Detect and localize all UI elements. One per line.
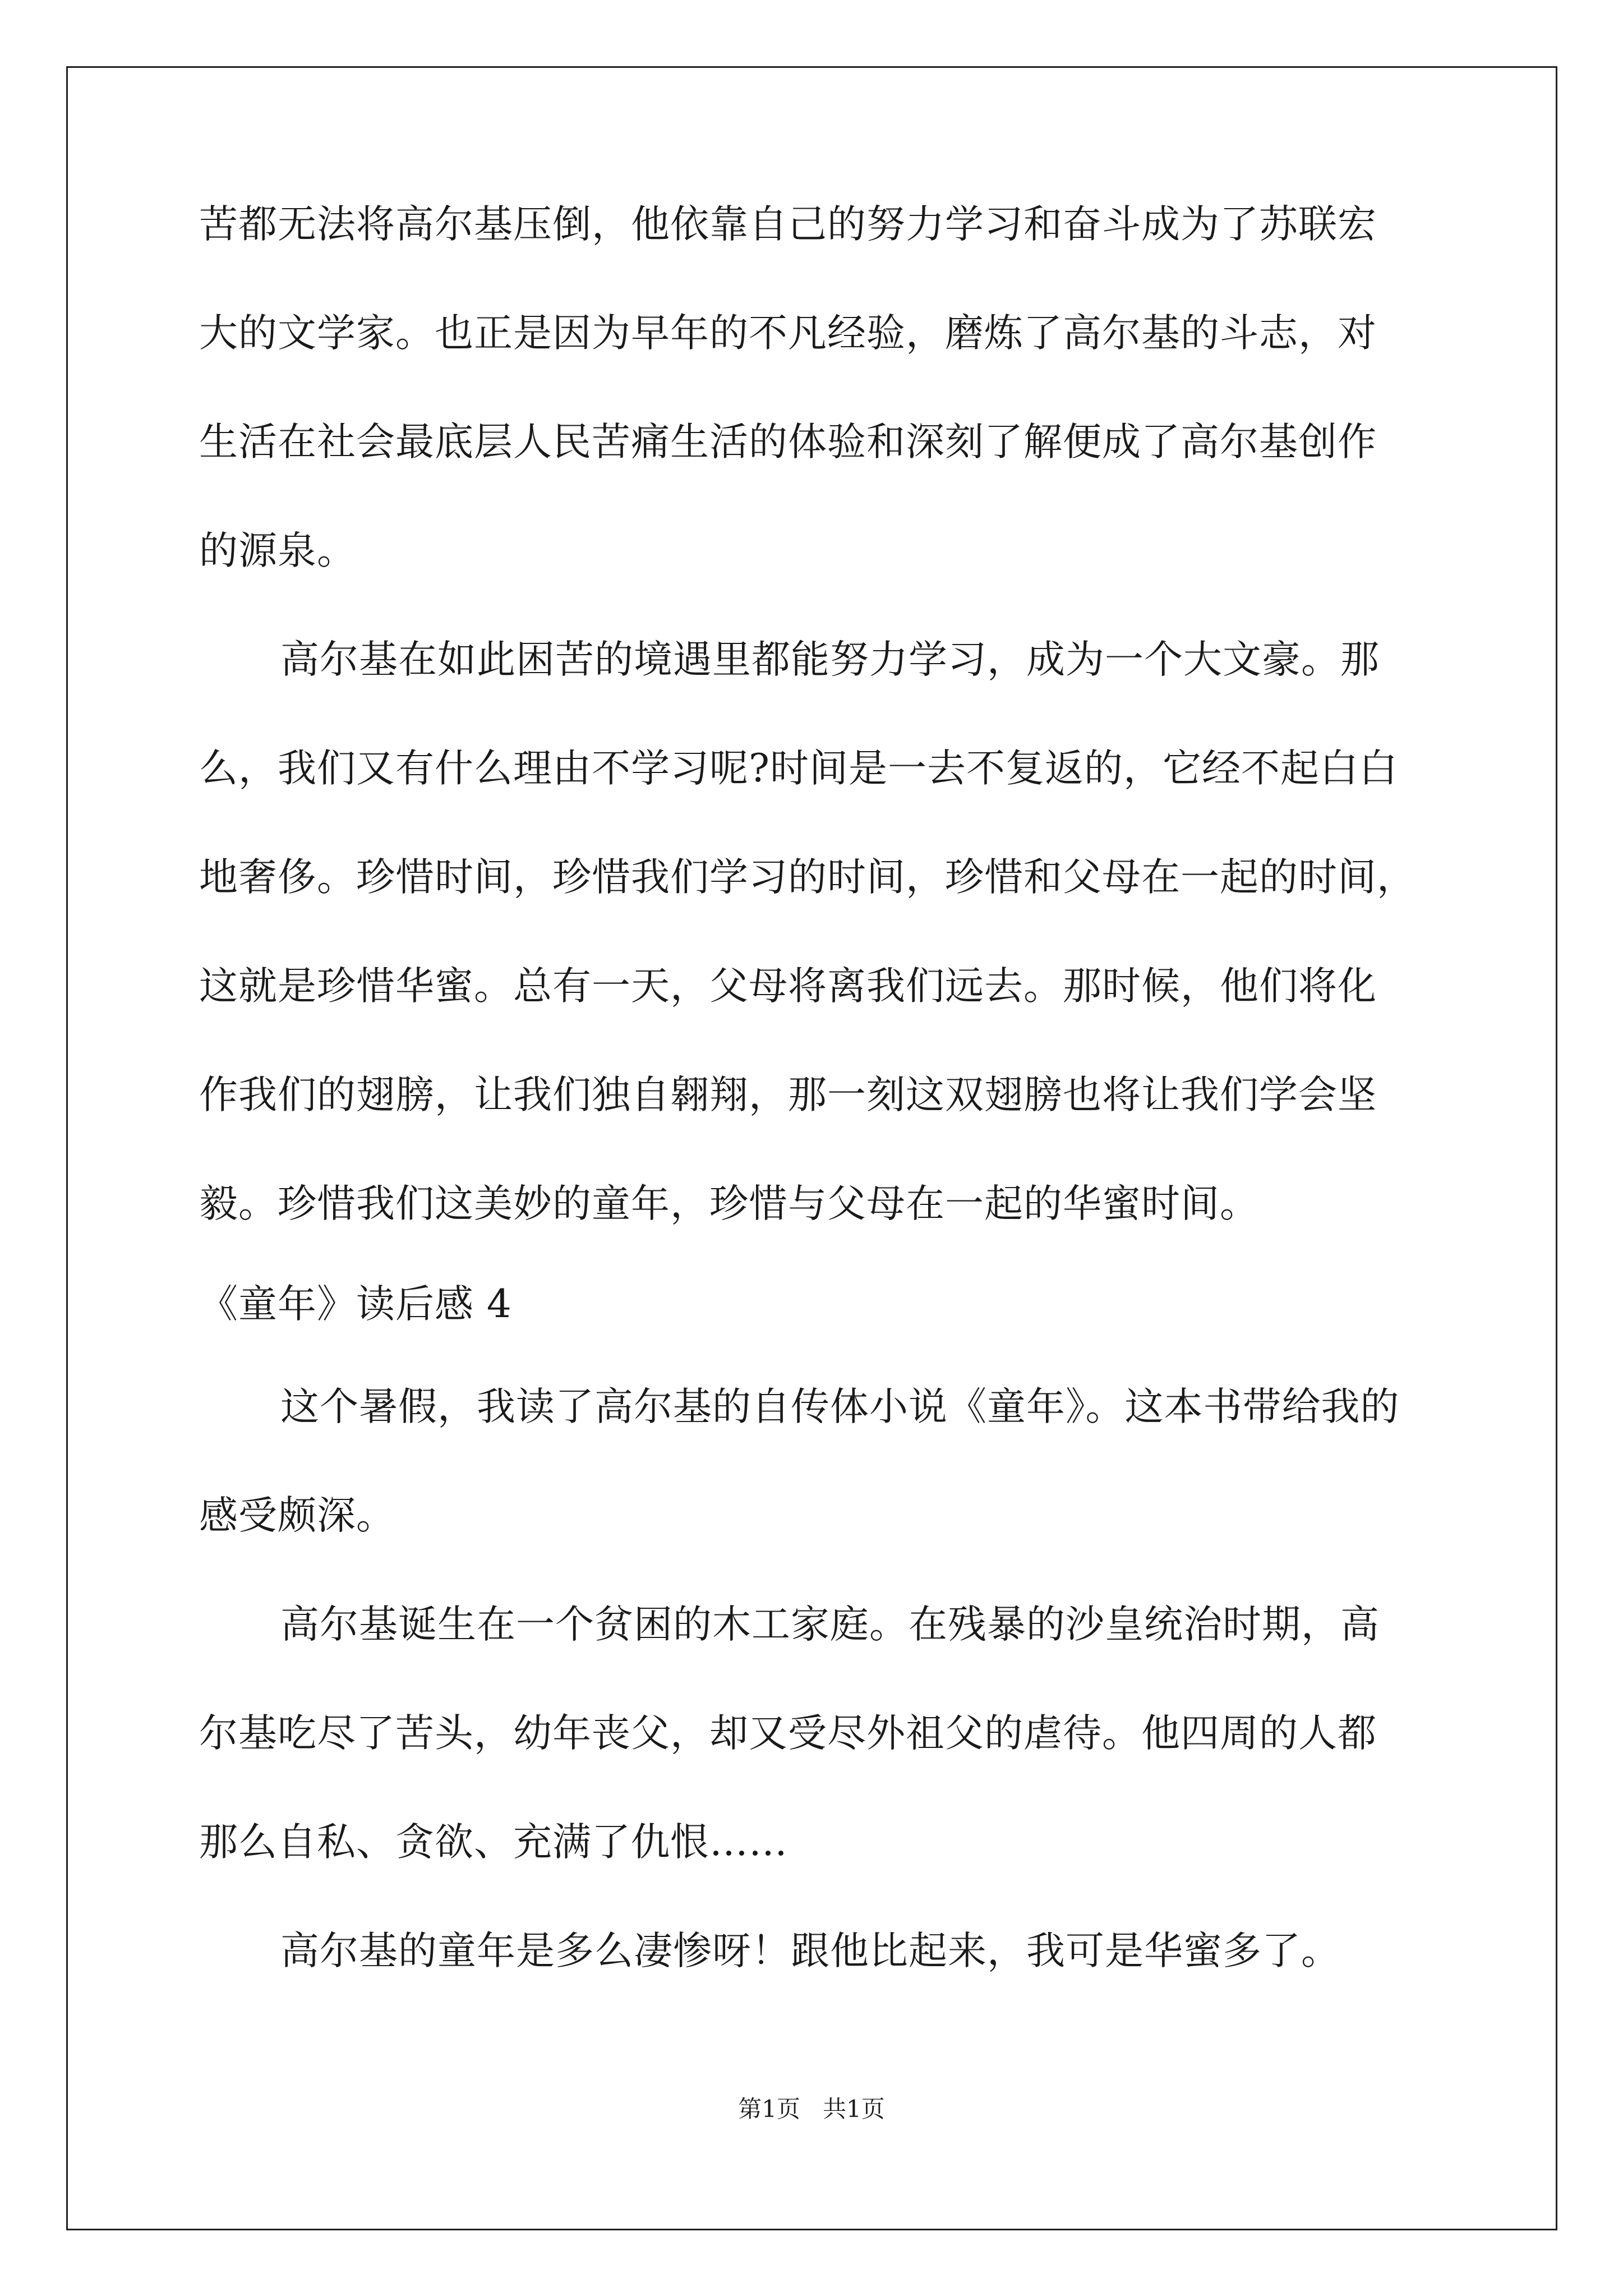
page-footer: 第1页 共1页 bbox=[738, 2095, 885, 2123]
text-line: 地奢侈。珍惜时间，珍惜我们学习的时间，珍惜和父母在一起的时间， bbox=[199, 855, 1416, 900]
text-line: 作我们的翅膀，让我们独自翱翔，那一刻这双翅膀也将让我们学会坚 bbox=[199, 1073, 1377, 1117]
text-line: 高尔基的童年是多么凄惨呀！跟他比起来，我可是华蜜多了。 bbox=[280, 1929, 1340, 1973]
text-line: 高尔基诞生在一个贫困的木工家庭。在残暴的沙皇统治时期，高 bbox=[280, 1602, 1380, 1647]
text-line: 毅。珍惜我们这美妙的童年，珍惜与父母在一起的华蜜时间。 bbox=[199, 1181, 1259, 1226]
section-heading: 《童年》读后感 4 bbox=[199, 1282, 512, 1327]
text-line: 的源泉。 bbox=[199, 528, 356, 573]
text-line: 高尔基在如此困苦的境遇里都能努力学习，成为一个大文豪。那 bbox=[280, 637, 1380, 682]
text-line: 大的文学家。也正是因为早年的不凡经验，磨炼了高尔基的斗志，对 bbox=[199, 311, 1377, 356]
text-line: 这就是珍惜华蜜。总有一天，父母将离我们远去。那时候，他们将化 bbox=[199, 964, 1377, 1009]
page-border bbox=[66, 66, 1557, 2230]
text-line: 那么自私、贪欲、充满了仇恨…… bbox=[199, 1820, 788, 1865]
text-line: 生活在社会最底层人民苦痛生活的体验和深刻了解便成了高尔基创作 bbox=[199, 420, 1377, 464]
text-line: 苦都无法将高尔基压倒，他依靠自己的努力学习和奋斗成为了苏联宏 bbox=[199, 202, 1377, 247]
text-line: 感受颇深。 bbox=[199, 1493, 395, 1538]
text-line: 么，我们又有什么理由不学习呢?时间是一去不复返的，它经不起白白 bbox=[199, 746, 1398, 791]
text-line: 尔基吃尽了苦头，幼年丧父，却又受尽外祖父的虐待。他四周的人都 bbox=[199, 1711, 1377, 1756]
text-line: 这个暑假，我读了高尔基的自传体小说《童年》。这本书带给我的 bbox=[280, 1384, 1400, 1429]
